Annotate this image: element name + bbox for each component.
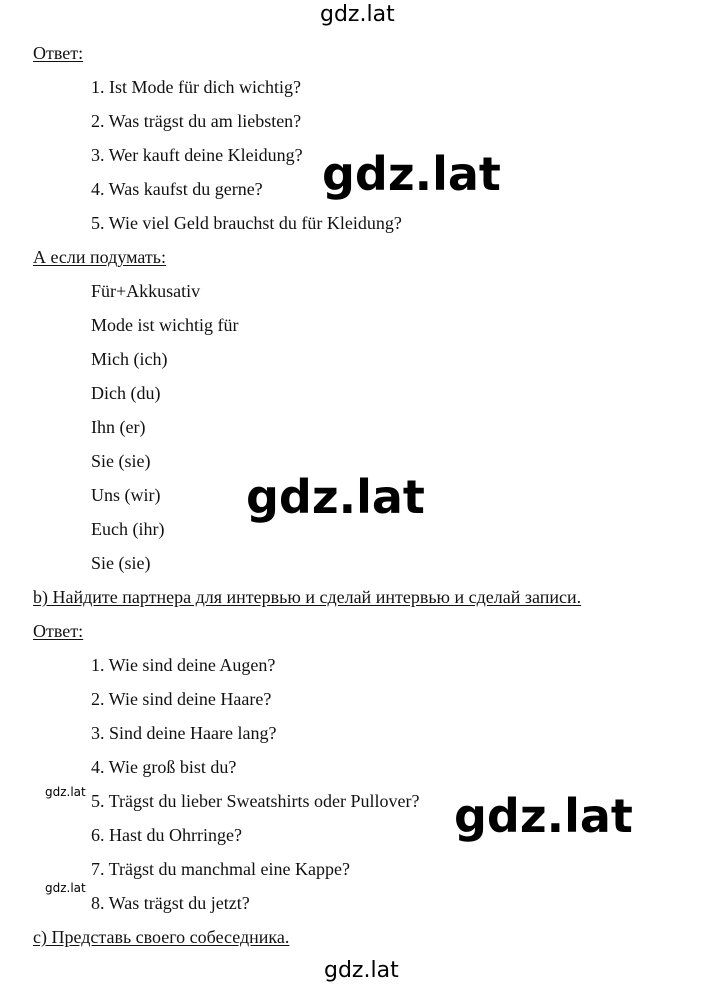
list-item: Sie (sie) bbox=[91, 451, 151, 471]
list-item: 6. Hast du Ohrringe? bbox=[91, 825, 242, 845]
watermark-small-2: gdz.lat bbox=[45, 881, 86, 895]
task-c-heading: c) Представь своего собеседника. bbox=[33, 927, 290, 947]
watermark-large-3: gdz.lat bbox=[454, 789, 633, 843]
list-item: 5. Trägst du lieber Sweatshirts oder Pullover? bbox=[91, 791, 420, 811]
list-item: 3. Sind deine Haare lang? bbox=[91, 723, 277, 743]
list-item: Ihn (er) bbox=[91, 417, 146, 437]
list-item: 4. Wie groß bist du? bbox=[91, 757, 237, 777]
list-item: 3. Wer kauft deine Kleidung? bbox=[91, 145, 303, 165]
watermark-large-2: gdz.lat bbox=[246, 470, 425, 524]
list-item: 7. Trägst du manchmal eine Kappe? bbox=[91, 859, 350, 879]
list-item: Mich (ich) bbox=[91, 349, 168, 369]
list-item: Dich (du) bbox=[91, 383, 161, 403]
list-item: 5. Wie viel Geld brauchst du für Kleidung? bbox=[91, 213, 402, 233]
list-item: 4. Was kaufst du gerne? bbox=[91, 179, 263, 199]
list-item: Mode ist wichtig für bbox=[91, 315, 239, 335]
list-item: 1. Ist Mode für dich wichtig? bbox=[91, 77, 301, 97]
answer-heading-2: Ответ: bbox=[33, 621, 84, 641]
think-heading: А если подумать: bbox=[33, 247, 166, 267]
list-item: 2. Was trägst du am liebsten? bbox=[91, 111, 302, 131]
list-item: Für+Akkusativ bbox=[91, 281, 201, 301]
task-b-heading: b) Найдите партнера для интервью и сделай интервью и сделай записи. bbox=[33, 587, 582, 607]
list-item: 1. Wie sind deine Augen? bbox=[91, 655, 276, 675]
watermark-bottom: gdz.lat bbox=[324, 958, 399, 983]
list-item: Sie (sie) bbox=[91, 553, 151, 573]
list-item: Uns (wir) bbox=[91, 485, 161, 505]
list-item: Euch (ihr) bbox=[91, 519, 165, 539]
list-item: 8. Was trägst du jetzt? bbox=[91, 893, 250, 913]
watermark-small-1: gdz.lat bbox=[45, 785, 86, 799]
watermark-top: gdz.lat bbox=[320, 2, 395, 27]
answer-heading-1: Ответ: bbox=[33, 43, 84, 63]
list-item: 2. Wie sind deine Haare? bbox=[91, 689, 272, 709]
watermark-large-1: gdz.lat bbox=[322, 147, 501, 201]
